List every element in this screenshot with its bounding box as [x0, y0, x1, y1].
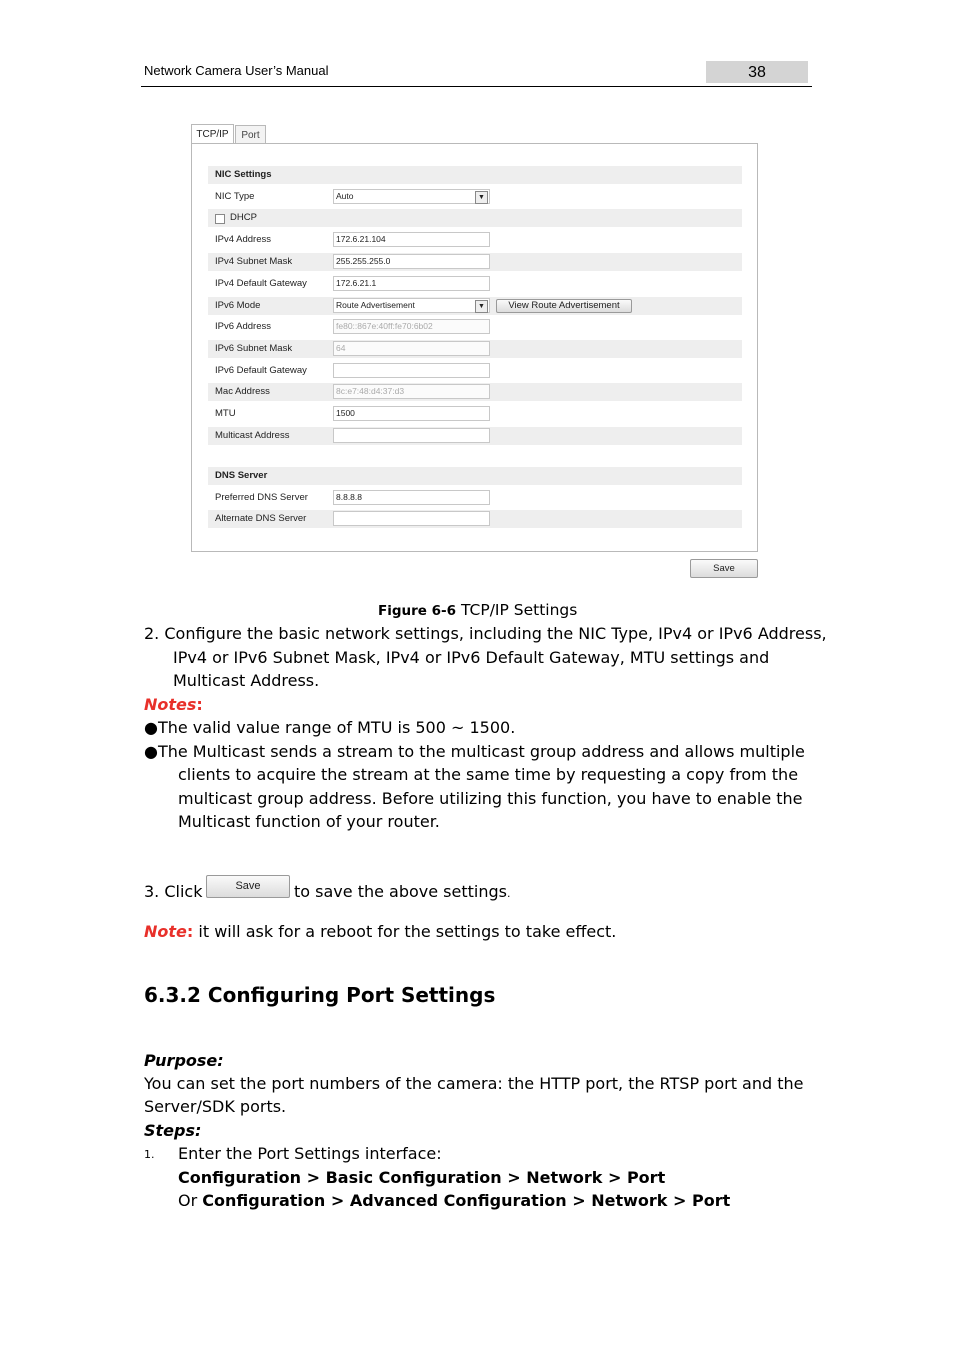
port-path-advanced: [178, 1189, 730, 1213]
note-text: it will ask for a reboot for the settings to take effect.: [193, 922, 617, 941]
preferred-dns-label: Preferred DNS Server: [215, 492, 308, 503]
alternate-dns-input[interactable]: [333, 511, 490, 526]
step3-prefix: 3. Click: [144, 882, 203, 901]
chevron-down-icon: ▼: [475, 191, 488, 204]
notes-bullet1: ●The valid value range of MTU is 500 ~ 1500.: [144, 718, 516, 737]
row-alternate-dns: [208, 510, 742, 528]
figure-caption: [378, 601, 577, 619]
nic-type-select[interactable]: Auto ▼: [333, 189, 490, 204]
or-text: Or: [178, 1191, 203, 1210]
manual-title: Network Camera User’s Manual: [144, 63, 329, 78]
tab-tcpip[interactable]: TCP/IP: [191, 124, 234, 144]
ipv6-subnet-label: IPv6 Subnet Mask: [215, 343, 293, 354]
dns-server-heading: DNS Server: [215, 470, 268, 481]
ipv4-subnet-input[interactable]: 255.255.255.0: [333, 254, 490, 269]
note-title: Note: [144, 922, 187, 941]
row-ipv6-mode: [208, 297, 742, 315]
step2-line1: 2. Configure the basic network settings, including the NIC Type, IPv4 or IPv6 Address,: [144, 624, 827, 643]
multicast-address-label: Multicast Address: [215, 430, 290, 441]
purpose-line2: Server/SDK ports.: [144, 1097, 287, 1116]
alternate-dns-label: Alternate DNS Server: [215, 513, 307, 524]
tab-port[interactable]: Port: [235, 125, 266, 144]
ipv6-address-label: IPv6 Address: [215, 321, 271, 332]
row-dhcp: [208, 209, 742, 227]
row-mtu: [208, 405, 742, 423]
purpose-title: Purpose:: [144, 1051, 224, 1070]
notes-bullet2-line1: ●The Multicast sends a stream to the multicast group address and allows multiple: [144, 742, 805, 761]
steps-title: Steps:: [144, 1121, 202, 1140]
port-path-basic: Configuration > Basic Configuration > Network > Port: [178, 1168, 666, 1187]
ipv4-address-label: IPv4 Address: [215, 234, 271, 245]
mac-address-label: Mac Address: [215, 386, 270, 397]
reboot-note: [144, 920, 616, 944]
nic-type-label: NIC Type: [215, 191, 255, 202]
step3-period: .: [506, 887, 511, 900]
ipv4-subnet-label: IPv4 Subnet Mask: [215, 256, 293, 267]
step2-line3: Multicast Address.: [173, 671, 320, 690]
ipv4-address-input[interactable]: 172.6.21.104: [333, 232, 490, 247]
mtu-label: MTU: [215, 408, 236, 419]
figure-caption-text: TCP/IP Settings: [460, 601, 578, 619]
notes-bullet2-line4: Multicast function of your router.: [178, 812, 440, 831]
step2-line2: IPv4 or IPv6 Subnet Mask, IPv4 or IPv6 Default Gateway, MTU settings and: [173, 648, 770, 667]
notes-bullet2-line2: clients to acquire the stream at the same time by requesting a copy from the: [178, 765, 799, 784]
section-heading: 6.3.2 Configuring Port Settings: [144, 983, 496, 1007]
step3-suffix: [294, 880, 510, 906]
header-rule: [141, 86, 812, 87]
step1-number: 1.: [144, 1148, 155, 1161]
notes-title: Notes: [144, 695, 197, 714]
nic-settings-section: [208, 166, 742, 184]
row-ipv6-subnet: [208, 340, 742, 358]
purpose-line1: You can set the port numbers of the camera: the HTTP port, the RTSP port and the: [144, 1074, 804, 1093]
dhcp-label: DHCP: [230, 212, 257, 223]
notes-heading: [144, 693, 203, 717]
step1-text: Enter the Port Settings interface:: [178, 1144, 442, 1163]
preferred-dns-input[interactable]: 8.8.8.8: [333, 490, 490, 505]
ipv4-gateway-input[interactable]: 172.6.21.1: [333, 276, 490, 291]
mtu-input[interactable]: 1500: [333, 406, 490, 421]
ipv6-gateway-input[interactable]: [333, 363, 490, 378]
chevron-down-icon: ▼: [475, 300, 488, 313]
port-path-advanced-text: Configuration > Advanced Configuration > Network > Port: [202, 1191, 731, 1210]
row-mac-address: [208, 383, 742, 401]
ipv6-address-input: fe80::867e:40ff:fe70:6b02: [333, 319, 490, 334]
ipv6-mode-select[interactable]: Route Advertisement ▼: [333, 298, 490, 313]
row-ipv6-gateway: [208, 362, 742, 380]
tcpip-settings-panel: [191, 143, 758, 552]
multicast-address-input[interactable]: [333, 428, 490, 443]
ipv6-subnet-input: 64: [333, 341, 490, 356]
ipv6-gateway-label: IPv6 Default Gateway: [215, 365, 307, 376]
row-ipv4-address: [208, 231, 742, 249]
row-preferred-dns: [208, 489, 742, 507]
row-nic-type: [208, 188, 742, 206]
notes-colon: :: [196, 695, 203, 714]
figure-save-button[interactable]: Save: [690, 559, 758, 578]
row-ipv6-address: [208, 318, 742, 336]
note-colon: :: [186, 922, 194, 941]
view-route-advertisement-button[interactable]: View Route Advertisement: [496, 299, 632, 313]
nic-settings-heading: NIC Settings: [215, 169, 272, 180]
mac-address-input: 8c:e7:48:d4:37:d3: [333, 384, 490, 399]
step3-suffix-text: to save the above settings: [294, 882, 507, 901]
ipv4-gateway-label: IPv4 Default Gateway: [215, 278, 307, 289]
dhcp-checkbox[interactable]: [215, 214, 225, 224]
notes-bullet2-line3: multicast group address. Before utilizing this function, you have to enable the: [178, 789, 803, 808]
inline-save-button[interactable]: Save: [206, 875, 290, 898]
row-ipv4-gateway: [208, 275, 742, 293]
row-multicast-address: [208, 427, 742, 445]
dns-server-section: [208, 467, 742, 485]
figure-caption-label: Figure 6-6: [378, 603, 457, 619]
ipv6-mode-label: IPv6 Mode: [215, 300, 261, 311]
row-ipv4-subnet: [208, 253, 742, 271]
page-number: 38: [706, 61, 808, 83]
